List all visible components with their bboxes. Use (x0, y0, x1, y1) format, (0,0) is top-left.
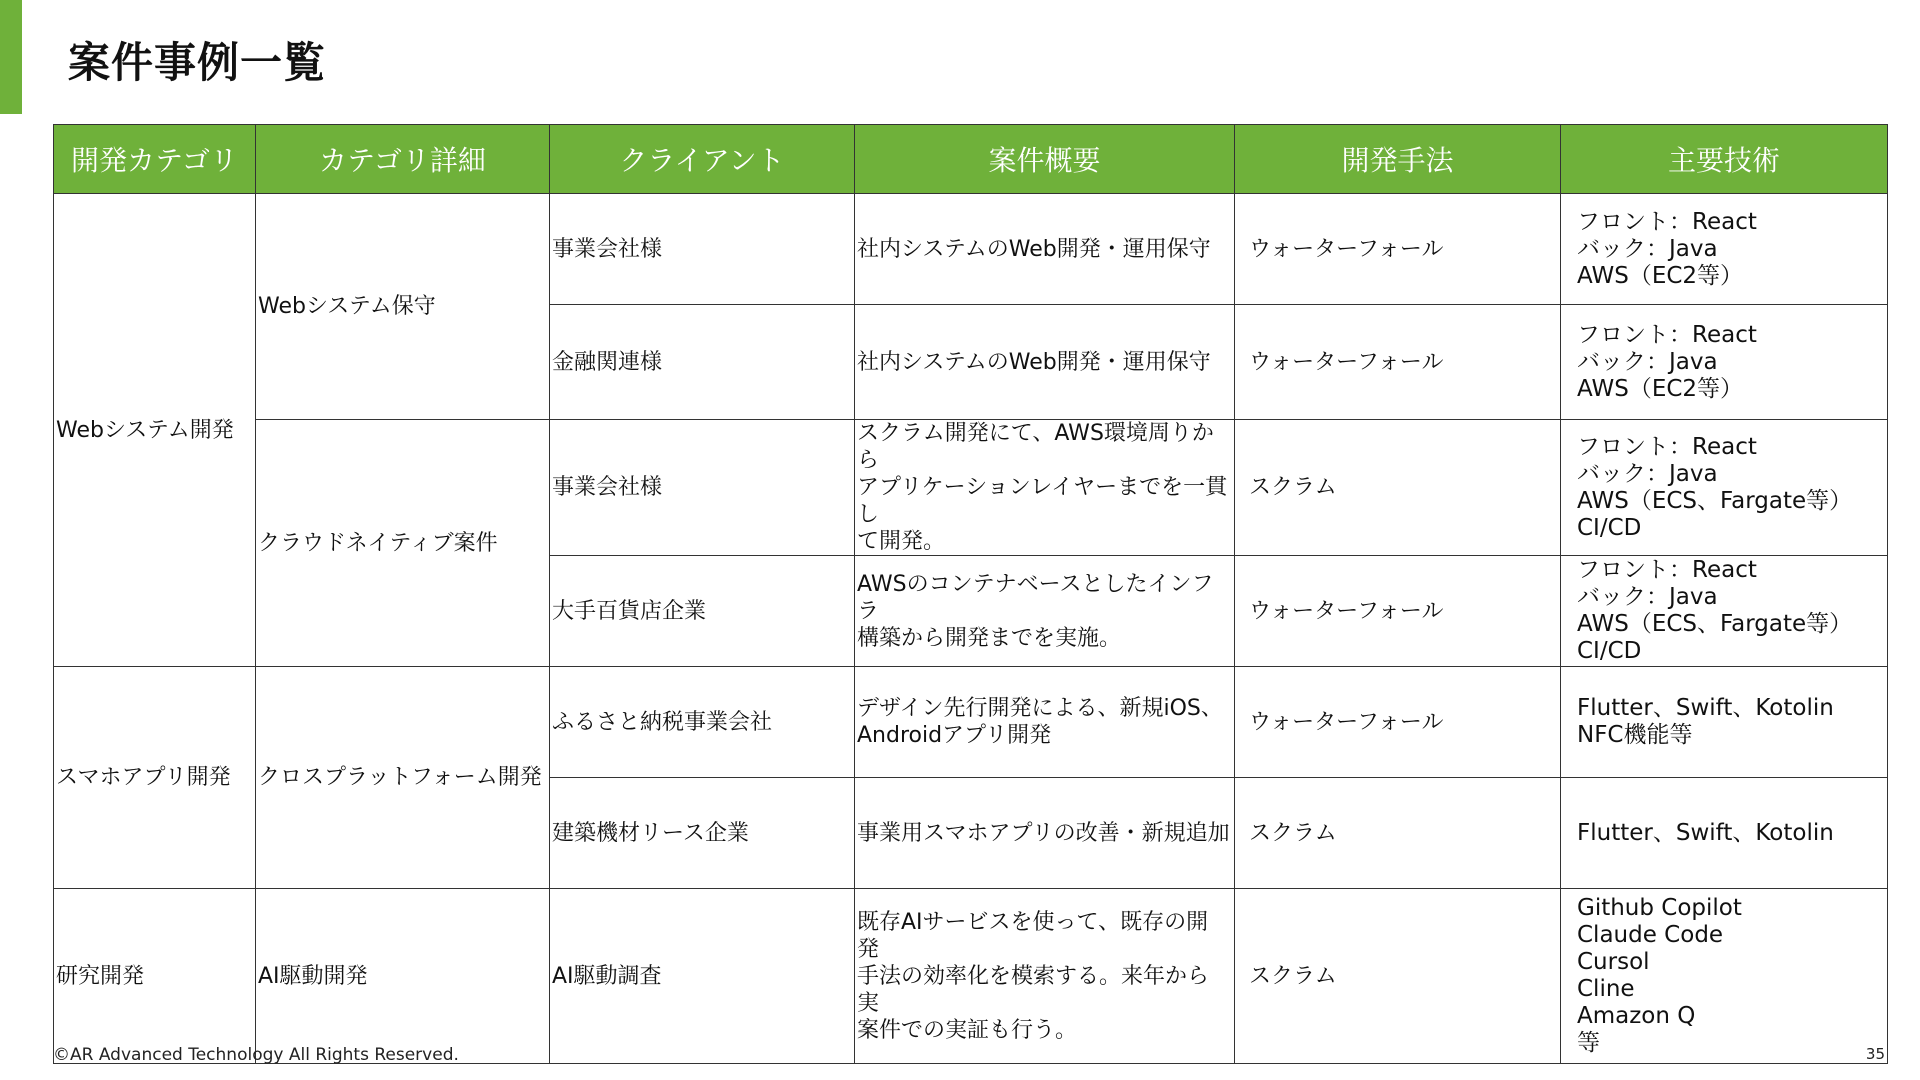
table-header-row (54, 125, 1888, 194)
summary-cell: デザイン先行開発による、新規iOS、 Androidアプリ開発 (855, 667, 1235, 778)
summary-cell: 既存AIサービスを使って、既存の開発 手法の効率化を模索する。来年から実 案件での実証も行う。 (855, 889, 1235, 1064)
summary-cell: 社内システムのWeb開発・運用保守 (855, 305, 1235, 420)
table-row (54, 194, 1888, 305)
table-row (54, 889, 1888, 1064)
title-accent-bar (0, 0, 22, 114)
table-row (54, 420, 1888, 556)
client-cell: 事業会社様 (550, 194, 855, 305)
dev-category-cell: Webシステム開発 (54, 194, 256, 667)
tech-cell: Flutter、Swift、Kotolin (1561, 778, 1888, 889)
client-cell: 事業会社様 (550, 420, 855, 556)
summary-cell: AWSのコンテナベースとしたインフラ 構築から開発までを実施。 (855, 556, 1235, 667)
tech-cell: フロント：React バック：Java AWS（EC2等） (1561, 194, 1888, 305)
header-client: クライアント (550, 125, 855, 194)
client-cell: ふるさと納税事業会社 (550, 667, 855, 778)
dev-method-cell: スクラム (1235, 889, 1561, 1064)
category-detail-cell: クラウドネイティブ案件 (256, 420, 550, 667)
dev-method-cell: ウォーターフォール (1235, 556, 1561, 667)
header-dev-category: 開発カテゴリ (54, 125, 256, 194)
dev-method-cell: スクラム (1235, 778, 1561, 889)
page-number: 35 (1865, 1045, 1885, 1063)
case-table (53, 124, 1888, 1064)
page-title: 案件事例一覧 (68, 38, 327, 87)
tech-cell: フロント：React バック：Java AWS（ECS、Fargate等） CI/CD (1561, 556, 1888, 667)
header-category-detail: カテゴリ詳細 (256, 125, 550, 194)
footer-copyright: ©AR Advanced Technology All Rights Reserved. (53, 1045, 459, 1065)
table-row (54, 667, 1888, 778)
client-cell: 金融関連様 (550, 305, 855, 420)
header-summary: 案件概要 (855, 125, 1235, 194)
category-detail-cell: AI駆動開発 (256, 889, 550, 1064)
tech-cell: Github Copilot Claude Code Cursol Cline Amazon Q 等 (1561, 889, 1888, 1064)
dev-method-cell: ウォーターフォール (1235, 305, 1561, 420)
summary-cell: 事業用スマホアプリの改善・新規追加 (855, 778, 1235, 889)
summary-cell: スクラム開発にて、AWS環境周りから アプリケーションレイヤーまでを一貫し て開発。 (855, 420, 1235, 556)
header-main-tech: 主要技術 (1561, 125, 1888, 194)
tech-cell: フロント：React バック：Java AWS（EC2等） (1561, 305, 1888, 420)
dev-method-cell: ウォーターフォール (1235, 194, 1561, 305)
dev-category-cell: 研究開発 (54, 889, 256, 1064)
client-cell: 大手百貨店企業 (550, 556, 855, 667)
category-detail-cell: クロスプラットフォーム開発 (256, 667, 550, 889)
tech-cell: フロント：React バック：Java AWS（ECS、Fargate等） CI/CD (1561, 420, 1888, 556)
client-cell: AI駆動調査 (550, 889, 855, 1064)
header-dev-method: 開発手法 (1235, 125, 1561, 194)
client-cell: 建築機材リース企業 (550, 778, 855, 889)
dev-method-cell: ウォーターフォール (1235, 667, 1561, 778)
dev-method-cell: スクラム (1235, 420, 1561, 556)
summary-cell: 社内システムのWeb開発・運用保守 (855, 194, 1235, 305)
tech-cell: Flutter、Swift、Kotolin NFC機能等 (1561, 667, 1888, 778)
category-detail-cell: Webシステム保守 (256, 194, 550, 420)
dev-category-cell: スマホアプリ開発 (54, 667, 256, 889)
